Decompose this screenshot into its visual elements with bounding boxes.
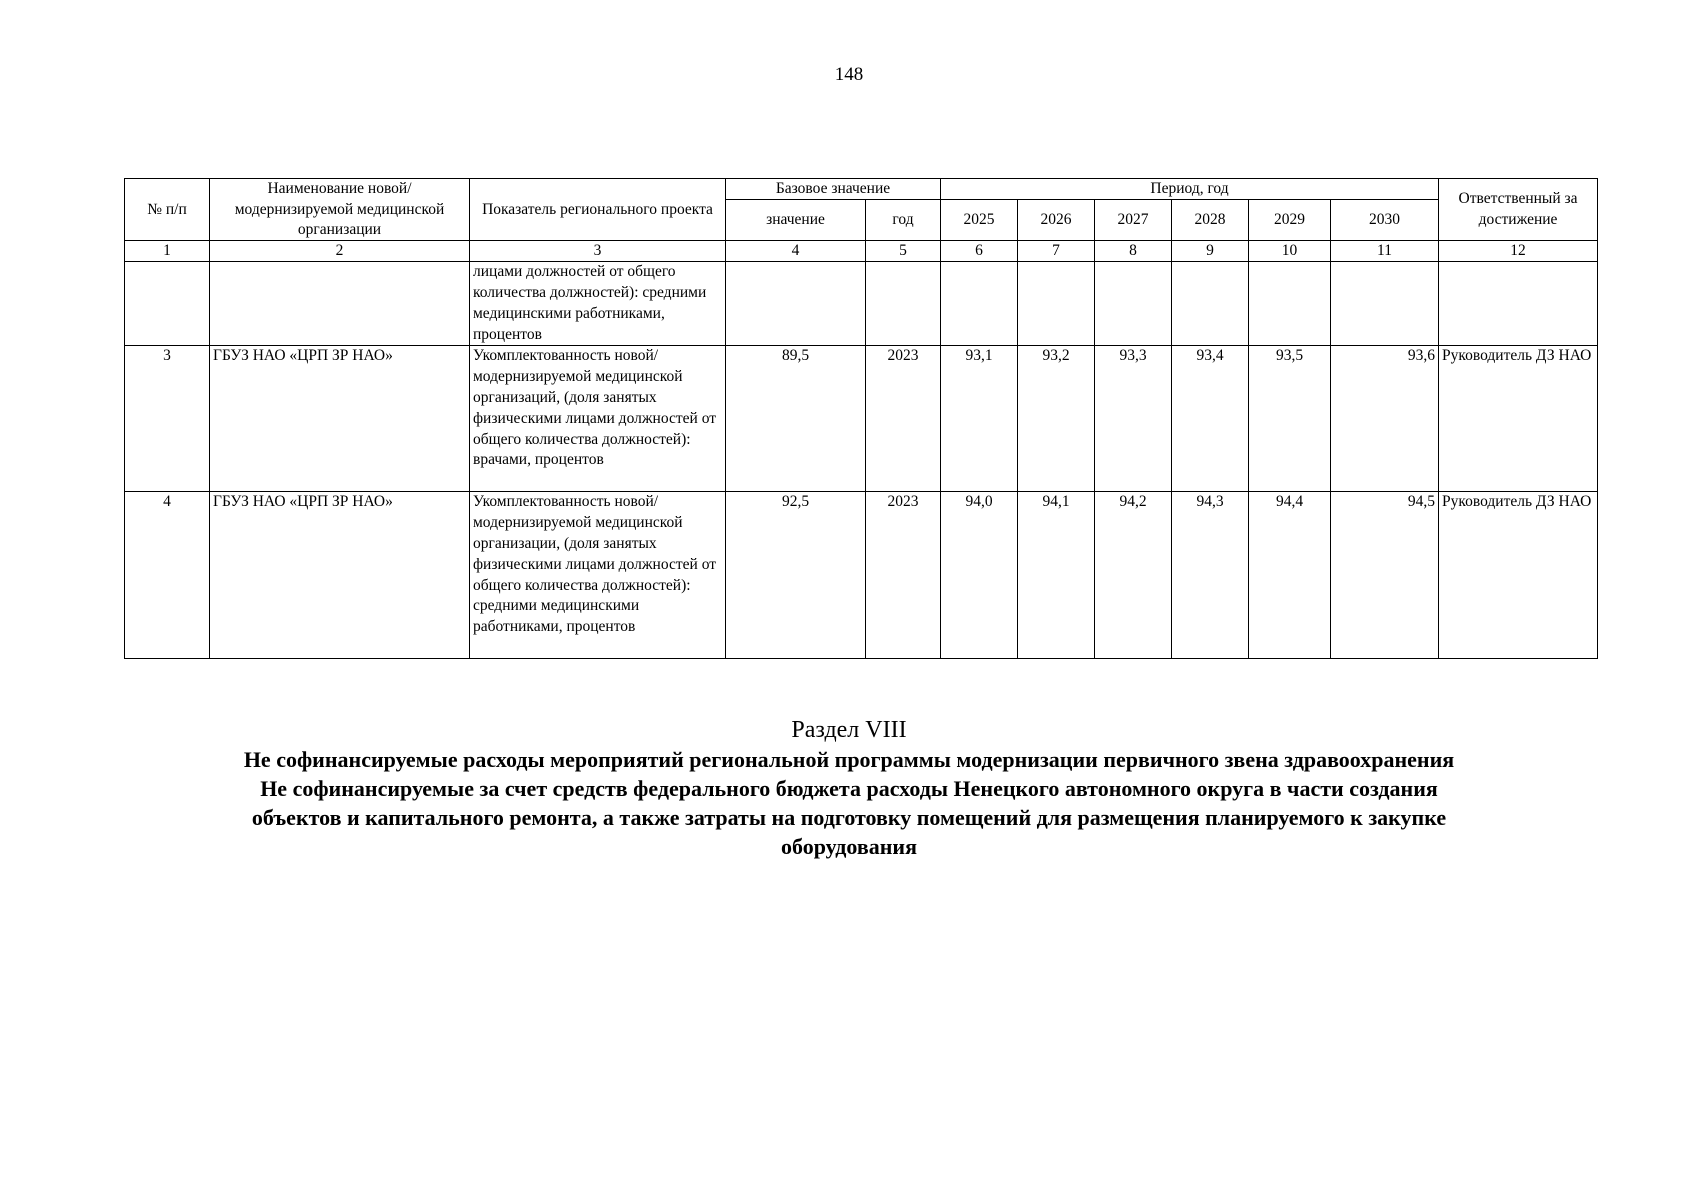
column-number: 10 xyxy=(1249,241,1331,262)
value-cell: 94,0 xyxy=(941,492,1018,659)
header-num: № п/п xyxy=(125,179,210,241)
value-cell: 93,2 xyxy=(1018,346,1095,492)
value-cell xyxy=(1249,262,1331,346)
column-number: 4 xyxy=(726,241,866,262)
indicator-cell: Укомплектованность новой/модернизируемой медицинской организаций, (доля занятых физическими лицами должностей от общего количества должностей): врачами, процентов xyxy=(470,346,726,492)
value-cell: 93,6 xyxy=(1331,346,1439,492)
table-row xyxy=(125,346,1598,492)
indicator-cell: лицами должностей от общего количества должностей): средними медицинскими работниками, процентов xyxy=(470,262,726,346)
indicator-cell: Укомплектованность новой/модернизируемой медицинской организации, (доля занятых физическими лицами должностей от общего количества должностей): средними медицинскими работниками, процентов xyxy=(470,492,726,659)
header-year: 2030 xyxy=(1331,200,1439,241)
subtitle-line: Не софинансируемые за счет средств федерального бюджета расходы Ненецкого автономного округа в части создания xyxy=(260,776,1438,801)
header-year: 2026 xyxy=(1018,200,1095,241)
value-cell xyxy=(1172,262,1249,346)
header-year: 2029 xyxy=(1249,200,1331,241)
subtitle-line: Не софинансируемые расходы мероприятий региональной программы модернизации первичного звена здравоохранения xyxy=(243,747,1455,772)
base-year-cell: 2023 xyxy=(866,346,941,492)
column-number: 6 xyxy=(941,241,1018,262)
column-number: 9 xyxy=(1172,241,1249,262)
value-cell: 93,1 xyxy=(941,346,1018,492)
responsible-cell xyxy=(1439,262,1598,346)
value-cell: 93,5 xyxy=(1249,346,1331,492)
num-cell: 3 xyxy=(125,346,210,492)
base-year-cell xyxy=(866,262,941,346)
header-org-name: Наименование новой/модернизируемой медицинской организации xyxy=(210,179,470,241)
table-row xyxy=(125,492,1598,659)
base-value-cell xyxy=(726,262,866,346)
value-cell: 94,1 xyxy=(1018,492,1095,659)
column-number: 8 xyxy=(1095,241,1172,262)
column-number: 7 xyxy=(1018,241,1095,262)
value-cell xyxy=(1331,262,1439,346)
column-number: 5 xyxy=(866,241,941,262)
value-cell: 94,4 xyxy=(1249,492,1331,659)
header-year: 2028 xyxy=(1172,200,1249,241)
header-base-value: значение xyxy=(726,200,866,241)
column-number: 3 xyxy=(470,241,726,262)
header-year: 2025 xyxy=(941,200,1018,241)
value-cell: 93,3 xyxy=(1095,346,1172,492)
value-cell: 94,3 xyxy=(1172,492,1249,659)
org-cell: ГБУЗ НАО «ЦРП ЗР НАО» xyxy=(210,492,470,659)
section-subtitle xyxy=(90,745,1608,861)
header-period-group: Период, год xyxy=(941,179,1439,200)
section-title: Раздел VIII xyxy=(791,717,907,743)
indicators-table xyxy=(124,178,1598,659)
base-year-cell: 2023 xyxy=(866,492,941,659)
base-value-cell: 92,5 xyxy=(726,492,866,659)
org-cell: ГБУЗ НАО «ЦРП ЗР НАО» xyxy=(210,346,470,492)
value-cell: 94,2 xyxy=(1095,492,1172,659)
header-base-year: год xyxy=(866,200,941,241)
column-number: 1 xyxy=(125,241,210,262)
subtitle-line: оборудования xyxy=(781,834,917,859)
num-cell xyxy=(125,262,210,346)
header-responsible: Ответственный за достижение xyxy=(1439,179,1598,241)
header-indicator: Показатель регионального проекта xyxy=(470,179,726,241)
column-number: 11 xyxy=(1331,241,1439,262)
column-number: 12 xyxy=(1439,241,1598,262)
value-cell xyxy=(941,262,1018,346)
header-base-group: Базовое значение xyxy=(726,179,941,200)
value-cell: 94,5 xyxy=(1331,492,1439,659)
num-cell: 4 xyxy=(125,492,210,659)
page-number: 148 xyxy=(834,64,864,85)
column-number: 2 xyxy=(210,241,470,262)
responsible-cell: Руководитель ДЗ НАО xyxy=(1439,346,1598,492)
value-cell xyxy=(1095,262,1172,346)
header-year: 2027 xyxy=(1095,200,1172,241)
value-cell: 93,4 xyxy=(1172,346,1249,492)
value-cell xyxy=(1018,262,1095,346)
base-value-cell: 89,5 xyxy=(726,346,866,492)
org-cell xyxy=(210,262,470,346)
subtitle-line: объектов и капитального ремонта, а также затраты на подготовку помещений для размещения планируемого к закупке xyxy=(251,805,1447,830)
responsible-cell: Руководитель ДЗ НАО xyxy=(1439,492,1598,659)
table-row xyxy=(125,262,1598,346)
